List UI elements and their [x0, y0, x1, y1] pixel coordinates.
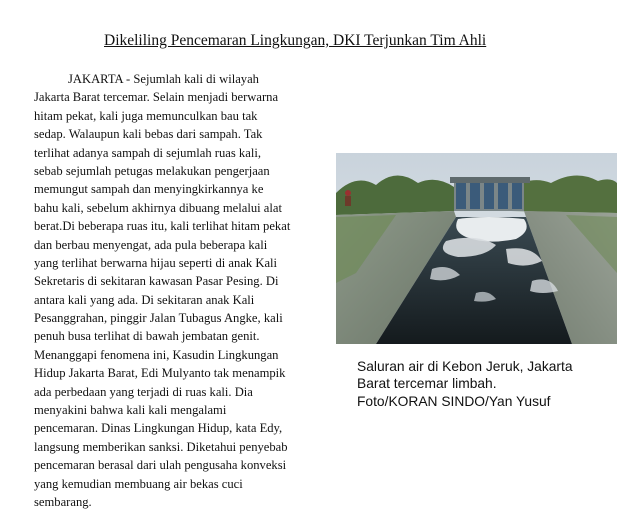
article-line: bahu kali, sebelum akhirnya dibuang melalui alat: [34, 200, 282, 215]
article-line: Hidup Jakarta Barat, Edi Mulyanto tak menampik: [34, 366, 286, 381]
article-line: berat.Di beberapa ruas itu, kali terlihat hitam pekat: [34, 219, 291, 234]
article-line: sembarang.: [34, 494, 92, 509]
article-line: langsung memberikan sanksi. Diketahui penyebab: [34, 439, 288, 454]
article-line: terlihat adanya sampah di sejumlah ruas kali,: [34, 145, 261, 160]
article-line: Sekretaris di sekitaran kawasan Pasar Pesing. Di: [34, 274, 279, 289]
article-line: memungut sampah dan menyingkirkannya ke: [34, 182, 264, 197]
article-line: sedap. Walaupun kali bebas dari sampah. Tak: [34, 127, 263, 142]
article-line: Pesanggrahan, pinggir Jalan Tubagus Angke, kali: [34, 311, 283, 326]
article-line: hitam pekat, kali juga memunculkan bau tak: [34, 108, 258, 123]
article-line: pencemaran. Dinas Lingkungan Hidup, kata Edy,: [34, 421, 283, 436]
article-line: penuh busa terlihat di bawah jembatan genit.: [34, 329, 260, 344]
article-line: menyakini bahwa kali kali mengalami: [34, 403, 227, 418]
photo-caption: [357, 358, 627, 410]
caption-line: Barat tercemar limbah.: [357, 376, 497, 392]
article-line: sebab sejumlah petugas melakukan pengerjaan: [34, 163, 270, 178]
article-line: Menanggapi fenomena ini, Kasudin Lingkungan: [34, 347, 279, 362]
article-line: pencemaran berasal dari ulah pengusaha konveksi: [34, 458, 287, 473]
caption-credit: Foto/KORAN SINDO/Yan Yusuf: [357, 393, 551, 409]
article-title: Dikeliling Pencemaran Lingkungan, DKI Terjunkan Tim Ahli: [104, 32, 487, 49]
caption-line: Saluran air di Kebon Jeruk, Jakarta: [357, 359, 573, 374]
article-line: dan berbau menyengat, ada pula beberapa kali: [34, 237, 268, 252]
article-line: yang terlihat berwarna hijau seperti di anak Kali: [34, 255, 278, 270]
article-line: antara kali yang ada. Di sekitaran anak Kali: [34, 292, 255, 307]
article-line: yang kemudian membuang air bekas cuci: [34, 476, 243, 491]
article-line: ada perbedaan yang terjadi di ruas kali. Dia: [34, 384, 253, 399]
article-line: Jakarta Barat tercemar. Selain menjadi berwarna: [34, 90, 279, 105]
article-line: JAKARTA - Sejumlah kali di wilayah: [68, 72, 259, 86]
canal-photo: [336, 153, 617, 344]
article-body: [34, 70, 324, 511]
